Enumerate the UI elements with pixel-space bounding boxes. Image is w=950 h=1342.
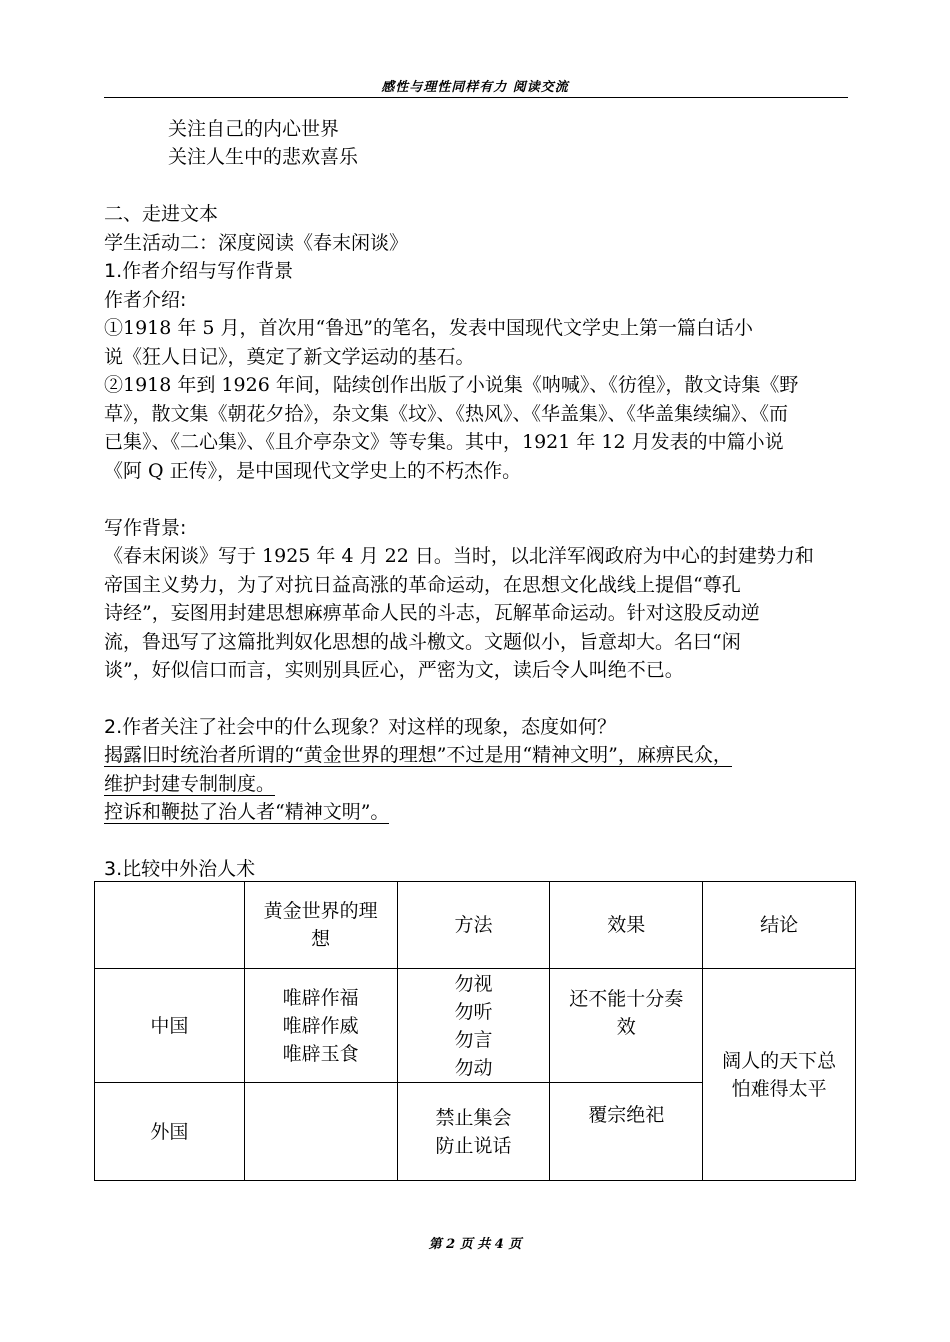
background-line: 流，鲁迅写了这篇批判奴化思想的战斗檄文。文题似小，旨意却大。名曰“闲 xyxy=(104,631,741,653)
method-cell xyxy=(397,969,550,1083)
q2-answer-text: 揭露旧时统治者所谓的“黄金世界的理想”不过是用“精神文明”，麻痹民众， xyxy=(104,744,732,766)
q2-answer-text: 维护封建专制制度。 xyxy=(104,773,276,795)
q2-answer-line xyxy=(104,741,732,769)
method-item: 防止说话 xyxy=(435,1134,512,1157)
page-header-title: 感性与理性同样有力 阅读交流 xyxy=(381,80,569,95)
author-line: ②1918 年到 1926 年间，陆续创作出版了小说集《呐喊》、《彷徨》，散文诗集《野 xyxy=(104,374,799,396)
header-divider xyxy=(104,97,848,98)
table-header-cell: 黄金世界的理想 xyxy=(244,882,397,969)
method-item: 禁止集会 xyxy=(435,1106,512,1129)
ideal-cell-empty xyxy=(244,1083,397,1181)
author-line: ①1918 年 5 月，首次用“鲁迅”的笔名，发表中国现代文学史上第一篇白话小 xyxy=(104,317,753,339)
method-item: 勿言 xyxy=(454,1028,493,1051)
effect-cell: 覆宗绝祀 xyxy=(550,1083,703,1181)
effect-cell: 还不能十分奏效 xyxy=(550,969,703,1083)
method-item: 勿听 xyxy=(454,1000,493,1023)
author-line: 说《狂人日记》，奠定了新文学运动的基石。 xyxy=(104,346,475,368)
q2-answer-line xyxy=(104,770,275,798)
q2-answer-text: 控诉和鞭挞了治人者“精神文明”。 xyxy=(104,801,390,823)
q2-answer-line xyxy=(104,798,389,826)
row-label-foreign: 外国 xyxy=(95,1083,245,1181)
intro-line-2: 关注人生中的悲欢喜乐 xyxy=(168,146,359,168)
section-heading: 二、走进文本 xyxy=(104,203,219,225)
author-line: 已集》、《二心集》、《且介亭杂文》等专集。其中，1921 年 12 月发表的中篇小说 xyxy=(104,431,784,453)
table-header-cell xyxy=(95,882,245,969)
method-cell xyxy=(397,1083,550,1181)
table-row xyxy=(95,969,856,1083)
ideal-cell xyxy=(244,969,397,1083)
table-header-cell: 效果 xyxy=(550,882,703,969)
method-item: 勿视 xyxy=(454,972,493,995)
table-header-cell: 方法 xyxy=(397,882,550,969)
q3-title: 3.比较中外治人术 xyxy=(104,858,256,880)
table-header-cell: 结论 xyxy=(703,882,856,969)
page-footer: 第 2 页 共 4 页 xyxy=(428,1237,522,1252)
ideal-item: 唯辟作威 xyxy=(282,1014,359,1037)
author-line: 《阿 Q 正传》，是中国现代文学史上的不朽杰作。 xyxy=(104,460,522,482)
ideal-item: 唯辟玉食 xyxy=(282,1042,359,1065)
q1-title: 1.作者介绍与写作背景 xyxy=(104,260,294,282)
comparison-table xyxy=(94,881,856,1181)
background-label: 写作背景: xyxy=(104,517,187,539)
conclusion-cell: 阔人的天下总怕难得太平 xyxy=(703,969,856,1181)
ideal-item: 唯辟作福 xyxy=(282,986,359,1009)
q2-title: 2.作者关注了社会中的什么现象？对这样的现象，态度如何？ xyxy=(104,716,617,738)
activity-title: 学生活动二：深度阅读《春末闲谈》 xyxy=(104,232,409,254)
row-label-china: 中国 xyxy=(95,969,245,1083)
background-line: 《春末闲谈》写于 1925 年 4 月 22 日。当时，以北洋军阀政府为中心的封建势力和 xyxy=(104,545,814,567)
author-label: 作者介绍: xyxy=(104,289,187,311)
background-line: 诗经”，妄图用封建思想麻痹革命人民的斗志，瓦解革命运动。针对这股反动逆 xyxy=(104,602,760,624)
table-header-row xyxy=(95,882,856,969)
intro-line-1: 关注自己的内心世界 xyxy=(168,118,340,140)
background-line: 谈”，好似信口而言，实则别具匠心，严密为文，读后令人叫绝不已。 xyxy=(104,659,684,681)
author-line: 草》，散文集《朝花夕拾》，杂文集《坟》、《热风》、《华盖集》、《华盖集续编》、《而 xyxy=(104,403,789,425)
method-item: 勿动 xyxy=(454,1056,493,1079)
background-line: 帝国主义势力，为了对抗日益高涨的革命运动，在思想文化战线上提倡“尊孔 xyxy=(104,574,741,596)
